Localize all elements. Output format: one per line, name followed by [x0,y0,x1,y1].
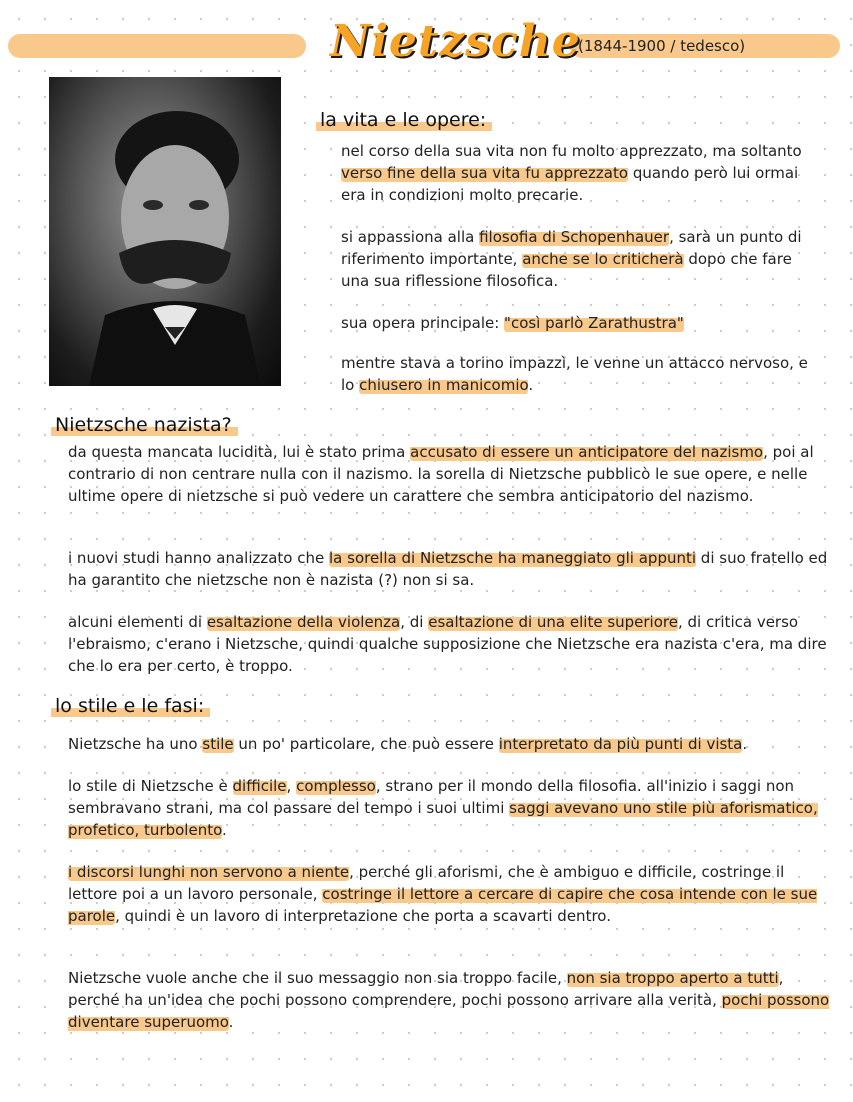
style-paragraph-3: i discorsi lunghi non servono a niente, perché gli aforismi, che è ambiguo e difficile, costringe il lettore poi a un lavoro personale, costringe il lettore a cercare di capire che cosa intende con le sue parole, quindi è un lavoro di interpretazione che porta a scavarti dentro. [68,863,818,925]
header-decor-bar-left [8,34,306,58]
heading-life: la vita e le opere: [316,109,492,131]
style-paragraph-2: lo stile di Nietzsche è difficile, complesso, strano per il mondo della filosofia. all'inizio i saggi non sembravano strani, ma col passare del tempo i suoi ultimi saggi avevano uno stile più aforismatico, profetico, turbolento. [68,777,818,839]
heading-style: lo stile e le fasi: [51,695,210,717]
highlighted-text: filosofia di Schopenhauer [479,228,670,246]
page-title: Nietzsche [330,16,581,67]
heading-nazi: Nietzsche nazista? [51,414,238,436]
highlighted-text: costringe il lettore a cercare di capire che cosa intende con le sue parole [68,885,818,925]
highlighted-text: interpretato da più punti di vista [498,735,743,753]
highlighted-text: non sia troppo aperto a tutti [566,969,779,987]
life-paragraph-2: si appassiona alla filosofia di Schopenhauer, sarà un punto di riferimento importante, anche se lo criticherà dopo che fare una sua riflessione filosofica. [341,228,802,290]
highlighted-text: "così parlò Zarathustra" [504,314,684,332]
portrait-illustration [49,77,281,386]
highlighted-text: i discorsi lunghi non servono a niente [68,863,350,881]
highlighted-text: pochi possono diventare superuomo [68,991,830,1031]
life-paragraph-1: nel corso della sua vita non fu molto apprezzato, ma soltanto verso fine della sua vita fu apprezzato quando però lui ormai era in condizioni molto precarie. [341,142,802,204]
life-paragraph-3: sua opera principale: "così parlò Zarathustra" [341,314,684,332]
nazi-paragraph-3: alcuni elementi di esaltazione della violenza, di esaltazione di una elite superiore, di critica verso l'ebraismo, c'erano i Nietzsche, quindi qualche supposizione che Nietzsche era nazista c'era, ma dire che lo era per certo, è troppo. [68,613,827,675]
highlighted-text: esaltazione della violenza [206,613,401,631]
highlighted-text: verso fine della sua vita fu apprezzato [341,164,629,182]
highlighted-text: chiusero in manicomio [359,376,529,394]
life-paragraph-4: mentre stava a torino impazzì, le venne un attacco nervoso, e lo chiusero in manicomio. [341,354,808,394]
style-paragraph-4: Nietzsche vuole anche che il suo messaggio non sia troppo facile, non sia troppo aperto a tutti, perché ha un'idea che pochi possono comprendere, pochi possono arrivare alla verità, pochi possono diventare superuomo. [68,969,830,1031]
style-paragraph-1: Nietzsche ha uno stile un po' particolare, che può essere interpretato da più punti di vista. [68,735,748,753]
nazi-paragraph-2: i nuovi studi hanno analizzato che la sorella di Nietzsche ha maneggiato gli appunti di suo fratello ed ha garantito che nietzsche non è nazista (?) non si sa. [68,549,828,589]
highlighted-text: difficile [232,777,287,795]
life-dates: (1844-1900 / tedesco) [578,37,746,55]
highlighted-text: stile [202,735,234,753]
highlighted-text: anche se lo criticherà [522,250,684,268]
highlighted-text: accusato di essere un anticipatore del nazismo [410,443,764,461]
nazi-paragraph-1: da questa mancata lucidità, lui è stato prima accusato di essere un anticipatore del nazismo, poi al contrario di non centrare nulla con il nazismo. la sorella di Nietzsche pubblicò le sue opere, e nelle ultime opere di nietzsche si può vedere un carattere che sembra anticipatorio del nazismo. [68,443,814,505]
highlighted-text: saggi avevano uno stile più aforismatico, profetico, turbolento [68,799,818,839]
highlighted-text: esaltazione di una elite superiore [428,613,678,631]
highlighted-text: complesso [296,777,376,795]
highlighted-text: la sorella di Nietzsche ha maneggiato gli appunti [329,549,697,567]
portrait-photo [49,77,281,386]
